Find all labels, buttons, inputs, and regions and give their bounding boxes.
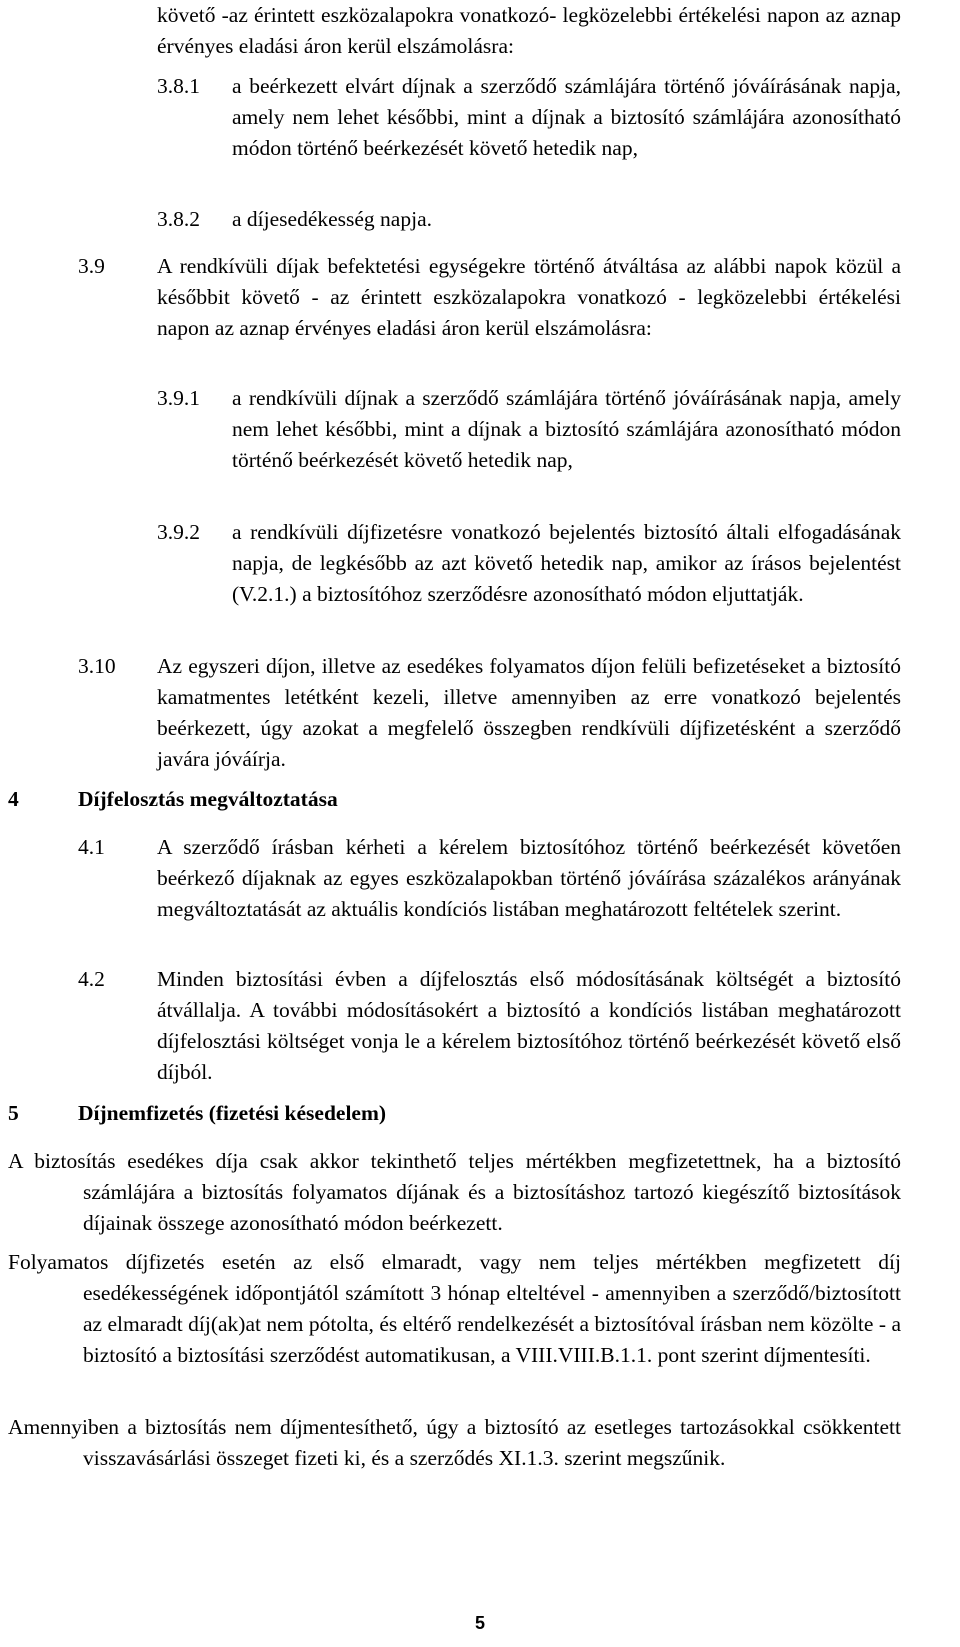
section-5-paragraph-1: A biztosítás esedékes díja csak akkor tekinthető teljes mértékben megfizetettnek, ha a biztosító számlájára a biztosítás folyamatos díjának és a biztosításhoz tartozó kiegészítő biztosítások díjainak összege azonosítható módon beérkezett. [8, 1149, 901, 1235]
item-number-3-8-2: 3.8.2 [157, 207, 200, 231]
item-text-3-9-2: a rendkívüli díjfizetésre vonatkozó bejelentés biztosító általi elfogadásának napja, de legkésőbb az azt követő hetedik nap, amikor az írásos bejelentést (V.2.1.) a biztosítóhoz szerződésre azonosítható módon eljuttatják. [232, 520, 901, 606]
item-number-3-9: 3.9 [78, 254, 105, 278]
section-4-heading: Díjfelosztás megváltoztatása [78, 787, 338, 811]
item-text-3-8-1: a beérkezett elvárt díjnak a szerződő számlájára történő jóváírásának napja, amely nem lehet későbbi, mint a díjnak a biztosító számlájára azonosítható módon történő beérkezését követő hetedik nap, [232, 74, 901, 160]
item-number-3-9-1: 3.9.1 [157, 386, 200, 410]
item-text-4-2: Minden biztosítási évben a díjfelosztás első módosításának költségét a biztosító átvállalja. A további módosításokért a biztosító a kondíciós listában meghatározott díjfelosztási költséget vonja le a kérelem biztosítóhoz történő beérkezését követő első díjból. [157, 967, 901, 1084]
section-4-number: 4 [8, 787, 19, 811]
item-text-3-9: A rendkívüli díjak befektetési egységekre történő átváltása az alábbi napok közül a későbbit követő - az érintett eszközalapokra vonatkozó - legközelebbi értékelési napon az aznap érvényes eladási áron kerül elszámolásra: [157, 254, 901, 340]
item-text-3-9-1: a rendkívüli díjnak a szerződő számlájára történő jóváírásának napja, amely nem lehet későbbi, mint a díjnak a biztosító számlájára azonosítható módon történő beérkezését követő hetedik nap, [232, 386, 901, 472]
item-number-4-1: 4.1 [78, 835, 105, 859]
section-5-paragraph-2: Folyamatos díjfizetés esetén az első elmaradt, vagy nem teljes mértékben megfizetett díj esedékességének időpontjától számított 3 hónap elteltével - amennyiben a szerződő/biztosított az elmaradt díj(ak)at nem pótolta, és eltérő rendelkezését a biztosítóval írásban nem közölte - a biztosító a biztosítási szerződést automatikusan, a VIII.VIII.B.1.1. pont szerint díjmentesíti. [8, 1250, 901, 1367]
section-5-paragraph-3: Amennyiben a biztosítás nem díjmentesíthető, úgy a biztosító az esetleges tartozásokkal csökkentett visszavásárlási összeget fizeti ki, és a szerződés XI.1.3. szerint megszűnik. [8, 1415, 901, 1470]
section-5-number: 5 [8, 1101, 19, 1125]
page-number: 5 [474, 1613, 485, 1633]
item-text-4-1: A szerződő írásban kérheti a kérelem biztosítóhoz történő beérkezését követően beérkező díjaknak az egyes eszközalapokban történő jóváírása százalékos arányának megváltoztatását az aktuális kondíciós listában meghatározott feltételek szerint. [157, 835, 901, 921]
item-number-4-2: 4.2 [78, 967, 105, 991]
section-5-heading: Díjnemfizetés (fizetési késedelem) [78, 1101, 387, 1125]
intro-paragraph: követő -az érintett eszközalapokra vonatkozó- legközelebbi értékelési napon az aznap érvényes eladási áron kerül elszámolásra: [157, 3, 901, 58]
item-number-3-8-1: 3.8.1 [157, 74, 200, 98]
item-text-3-8-2: a díjesedékesség napja. [232, 207, 432, 231]
item-number-3-10: 3.10 [78, 654, 116, 678]
item-text-3-10: Az egyszeri díjon, illetve az esedékes folyamatos díjon felüli befizetéseket a biztosító kamatmentes letétként kezeli, illetve amennyiben az erre vonatkozó bejelentés beérkezett, úgy azokat a megfelelő összegben rendkívüli díjfizetésként a szerződő javára jóváírja. [157, 654, 901, 771]
item-number-3-9-2: 3.9.2 [157, 520, 200, 544]
